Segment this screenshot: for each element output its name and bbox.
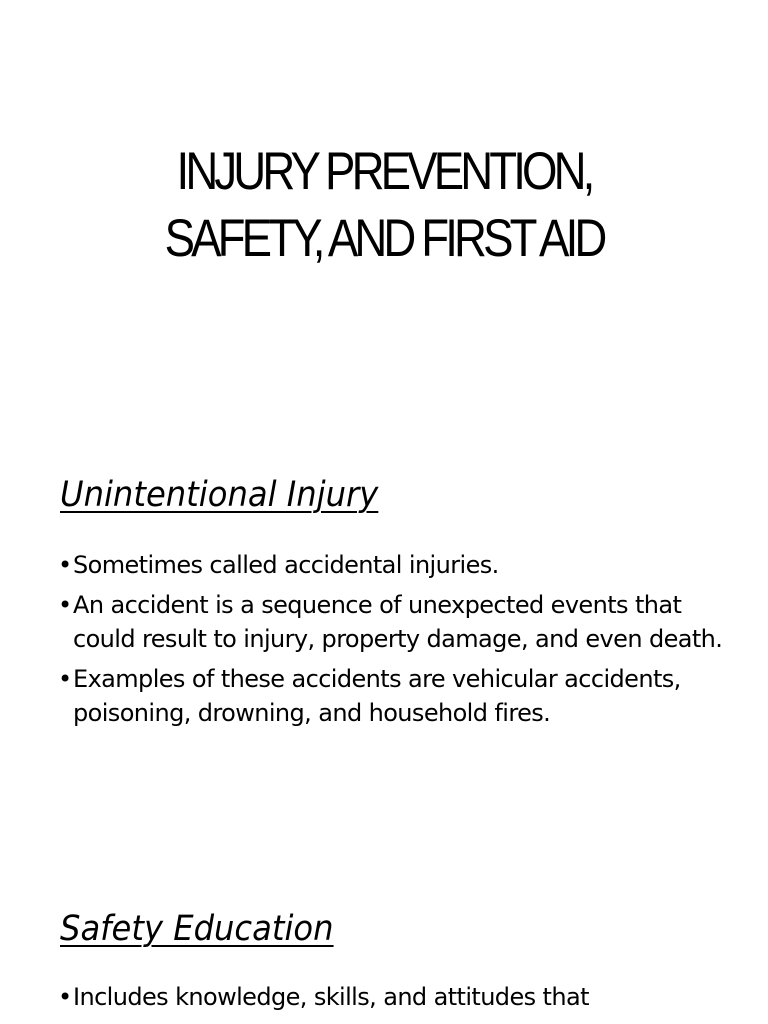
safety-education-slide (0, 860, 768, 1024)
bullet-text: An accident is a sequence of unexpected events that could result to injury, property damage, and even death. (73, 591, 723, 653)
bullet-text: Examples of these accidents are vehicular accidents, poisoning, drowning, and household fires. (73, 665, 681, 727)
bullet-icon: • (58, 591, 72, 619)
slide-heading: Unintentional Injury (60, 475, 379, 515)
unintentional-injury-slide (0, 430, 768, 860)
bullet-item (58, 548, 728, 582)
title-slide (0, 0, 768, 430)
bullet-item (58, 980, 728, 1014)
bullet-icon: • (58, 665, 72, 693)
title-line-1: INJURY PREVENTION, (176, 142, 592, 201)
presentation-title (0, 138, 768, 272)
bullet-text: Sometimes called accidental injuries. (73, 551, 499, 579)
bullet-text: Includes knowledge, skills, and attitudes that (73, 983, 589, 1011)
bullet-item (58, 662, 728, 730)
bullet-list (58, 980, 728, 1020)
title-line-2: SAFETY, AND FIRST AID (164, 209, 604, 268)
bullet-icon: • (58, 551, 72, 579)
slide-heading: Safety Education (60, 909, 334, 949)
bullet-icon: • (58, 983, 72, 1011)
bullet-item (58, 588, 728, 656)
bullet-list (58, 548, 728, 736)
